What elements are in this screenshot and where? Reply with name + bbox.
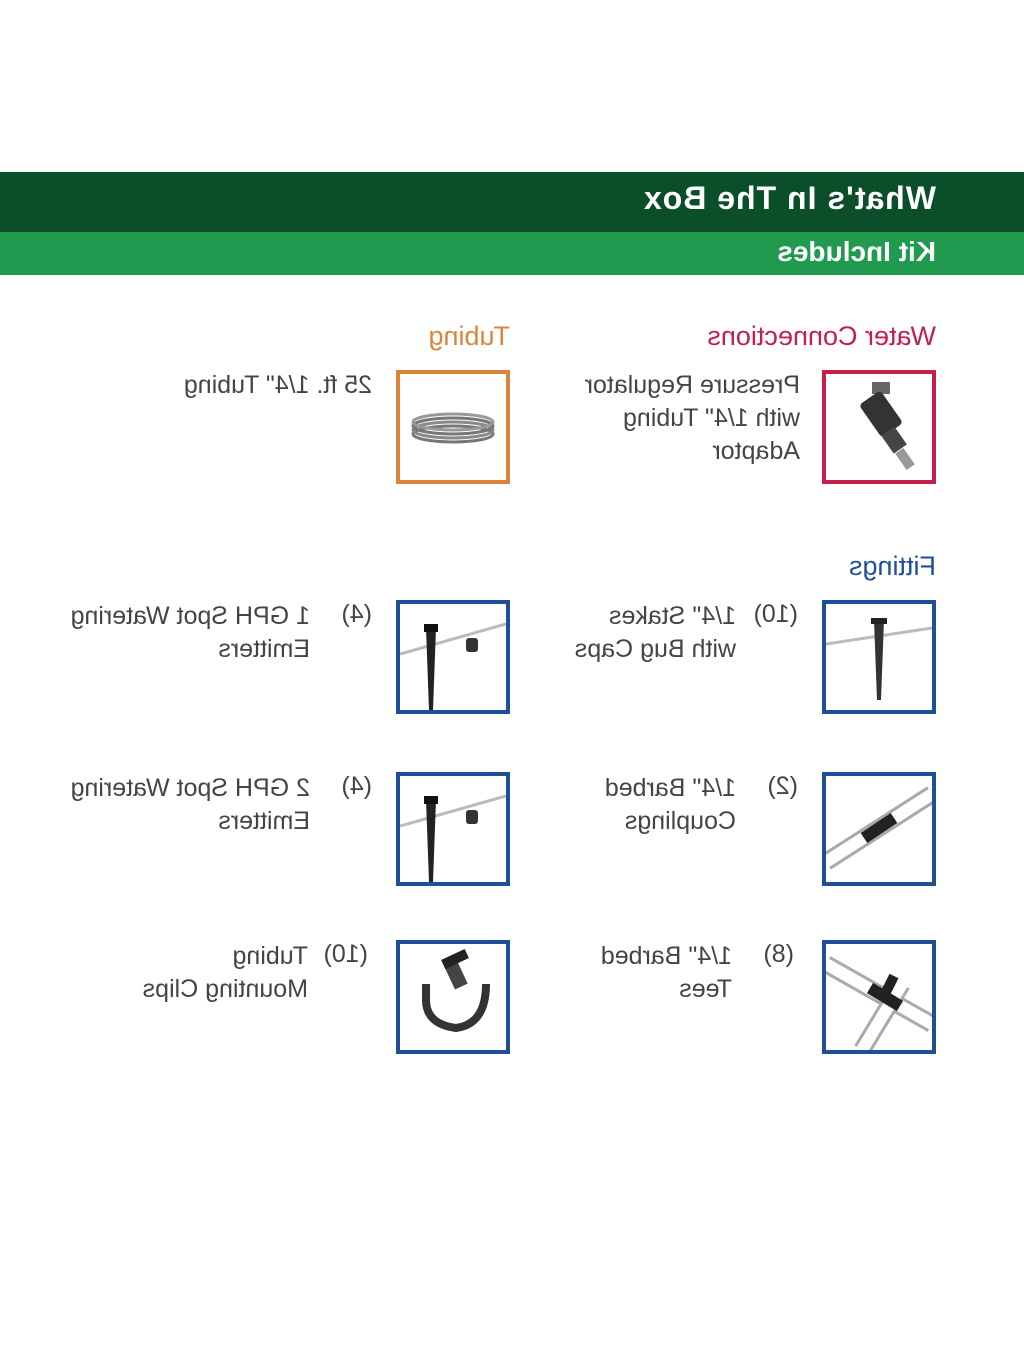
desc-line: Emitters	[218, 807, 310, 835]
section-fittings: Fittings	[848, 551, 936, 581]
item-clips-desc	[143, 940, 308, 1006]
item-pressure-regulator-desc	[585, 369, 800, 468]
item-couplings-desc	[605, 772, 736, 838]
page-subtitle: Kit Includes	[777, 236, 936, 267]
item-tees-desc	[601, 940, 732, 1006]
desc-line: 1/4" Barbed	[604, 774, 736, 802]
desc-line: 1 GPH Spot Watering	[70, 602, 310, 630]
item-emitters-2gph-qty: (4)	[341, 772, 372, 800]
emitter-icon	[396, 772, 510, 886]
desc-line: Emitters	[218, 635, 310, 663]
desc-line: with Bug Caps	[574, 635, 736, 663]
desc-line: 25 ft. 1/4" Tubing	[183, 371, 372, 399]
item-couplings-qty: (2)	[767, 772, 798, 800]
desc-line: Tees	[679, 975, 732, 1003]
tubing-coil-icon	[396, 370, 510, 484]
desc-line: with 1/4" Tubing	[622, 404, 800, 432]
item-stakes-desc	[575, 600, 736, 666]
emitter-icon	[396, 600, 510, 714]
barbed-coupling-icon	[822, 772, 936, 886]
stake-icon	[822, 600, 936, 714]
item-emitters-1gph-qty: (4)	[341, 600, 372, 628]
desc-line: Pressure Regulator	[584, 371, 800, 399]
item-emitters-2gph-desc	[71, 772, 310, 838]
desc-line: 1/4" Barbed	[600, 942, 732, 970]
desc-line: Tubing	[232, 942, 308, 970]
section-water-connections: Water Connections	[707, 321, 936, 351]
item-stakes-qty: (10)	[753, 600, 798, 628]
desc-line: 2 GPH Spot Watering	[70, 774, 310, 802]
desc-line: Adaptor	[712, 437, 800, 465]
item-emitters-1gph-desc	[71, 600, 310, 666]
desc-line: Mounting Clips	[142, 975, 308, 1003]
item-clips-qty: (10)	[323, 940, 368, 968]
barbed-tee-icon	[822, 940, 936, 1054]
section-tubing: Tubing	[428, 321, 510, 351]
desc-line: 1/4" Stakes	[608, 602, 736, 630]
desc-line: Couplings	[624, 807, 736, 835]
page-title: What's In The Box	[642, 180, 936, 216]
item-tees-qty: (8)	[763, 940, 794, 968]
pressure-regulator-icon	[822, 370, 936, 484]
mounting-clip-icon	[396, 940, 510, 1054]
item-tubing-desc	[184, 369, 372, 402]
